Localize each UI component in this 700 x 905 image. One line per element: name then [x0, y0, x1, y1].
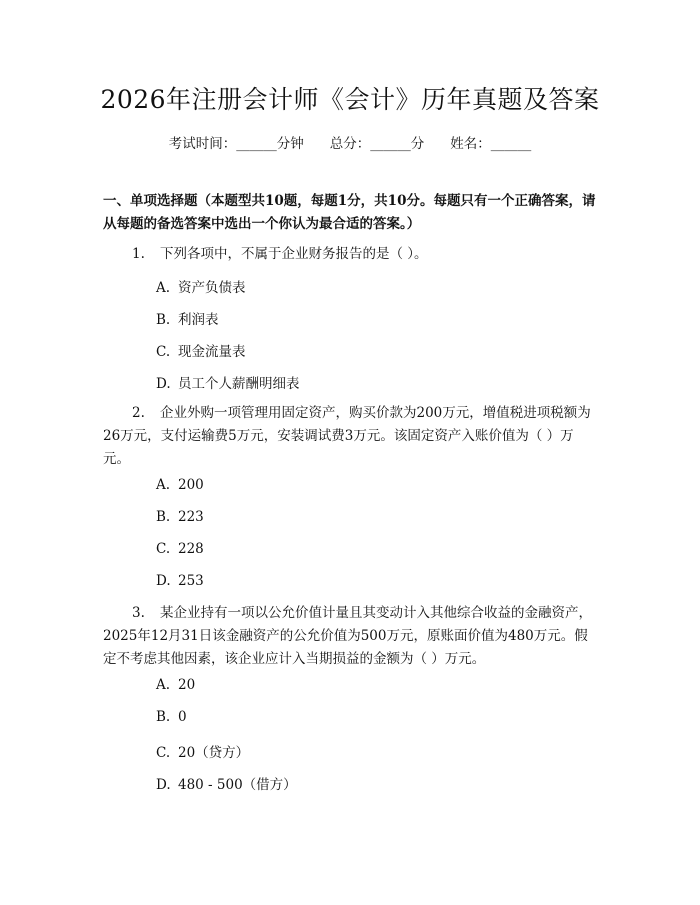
question-text: 下列各项中，不属于企业财务报告的是（ ）。 — [160, 246, 428, 262]
question-3 — [103, 602, 600, 671]
question-2-option-c — [156, 541, 204, 557]
option-label: D. — [156, 573, 171, 589]
option-text: 228 — [178, 541, 204, 557]
option-text: 20（贷方） — [178, 745, 250, 761]
option-text: 员工个人薪酬明细表 — [178, 376, 300, 392]
option-label: D. — [156, 376, 171, 392]
question-2-option-d — [156, 573, 204, 589]
option-label: A. — [156, 677, 171, 693]
question-number: 1. — [132, 246, 145, 262]
option-text: 0 — [178, 709, 187, 725]
exam-time-field: 考试时间：______分钟 — [168, 136, 304, 152]
question-1-option-b — [156, 308, 219, 328]
option-label: D. — [156, 777, 171, 793]
question-2-option-a — [156, 477, 204, 493]
question-3-option-a — [156, 677, 195, 693]
page-title: 2026年注册会计师《会计》历年真题及答案 — [100, 85, 600, 114]
question-number: 3. — [132, 605, 145, 621]
option-text: 200 — [178, 477, 204, 493]
question-3-option-c — [156, 741, 249, 761]
option-label: A. — [156, 280, 171, 296]
option-text: 223 — [178, 509, 204, 525]
question-2-option-b — [156, 509, 204, 525]
question-text: 某企业持有一项以公允价值计量且其变动计入其他综合收益的金融资产，2025年12月31日该金融资产的公允价值为500万元，原账面价值为480万元。假定不考虑其他因素，该企业应计入当期损益的金额为（ ）万元。 — [103, 605, 592, 667]
section-heading: 一、单项选择题（本题型共10题，每题1分，共10分。每题只有一个正确答案，请从每题的备选答案中选出一个你认为最合适的答案。） — [103, 193, 596, 232]
question-3-option-b — [156, 709, 187, 725]
option-text: 480 - 500（借方） — [178, 777, 297, 793]
option-label: C. — [156, 745, 171, 761]
option-label: A. — [156, 477, 171, 493]
question-1-option-d — [156, 372, 300, 392]
option-label: C. — [156, 541, 171, 557]
question-number: 2. — [132, 405, 145, 421]
question-1 — [103, 243, 600, 266]
option-label: B. — [156, 709, 171, 725]
question-text: 企业外购一项管理用固定资产，购买价款为200万元，增值税进项税额为26万元，支付运输费5万元，安装调试费3万元。该固定资产入账价值为（ ）万元。 — [103, 405, 591, 467]
question-3-option-d — [156, 773, 297, 793]
student-name-field: 姓名：______ — [450, 136, 532, 152]
option-text: 现金流量表 — [178, 344, 246, 360]
total-score-field: 总分：______分 — [329, 136, 425, 152]
option-text: 20 — [178, 677, 196, 693]
option-label: C. — [156, 344, 171, 360]
option-label: B. — [156, 509, 171, 525]
question-1-option-c — [156, 340, 246, 360]
option-text: 利润表 — [178, 312, 219, 328]
exam-meta — [0, 132, 700, 152]
question-1-option-a — [156, 276, 246, 296]
option-text: 资产负债表 — [178, 280, 246, 296]
question-2 — [103, 402, 600, 471]
option-text: 253 — [178, 573, 204, 589]
option-label: B. — [156, 312, 171, 328]
